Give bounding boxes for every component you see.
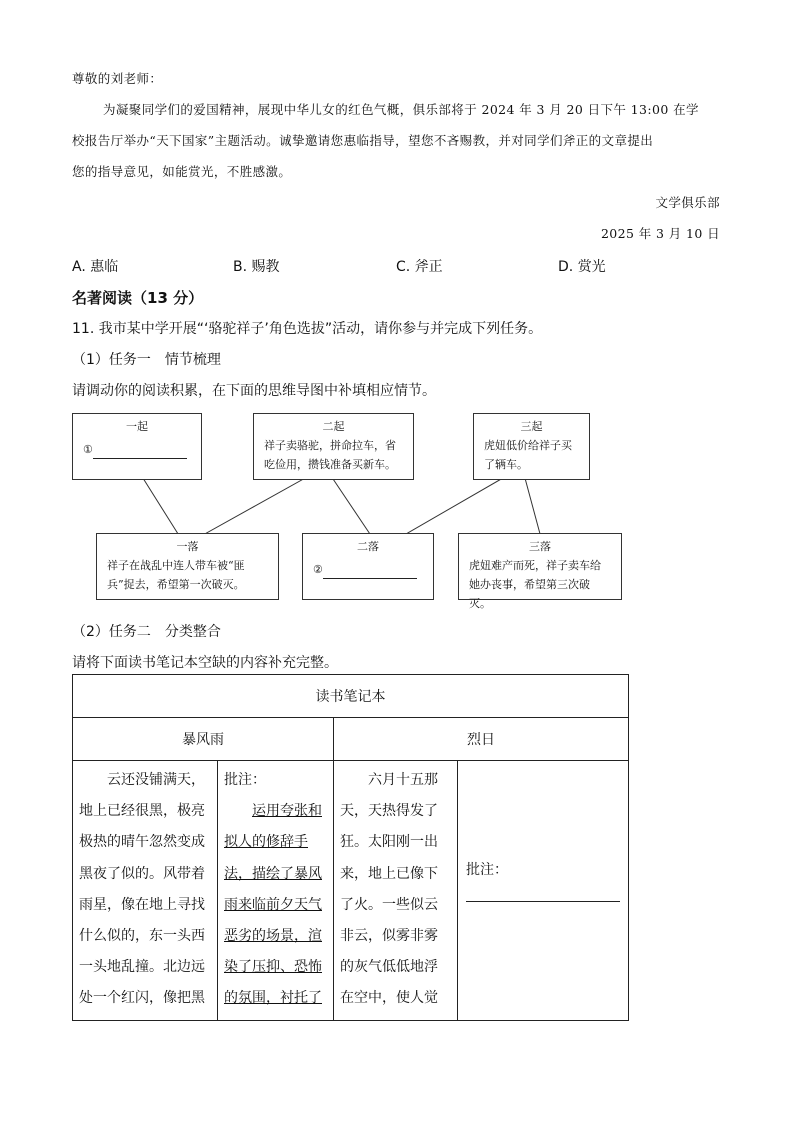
- box-text: 虎妞难产而死，祥子卖车给她办丧事，希望第三次破灭。: [469, 559, 601, 610]
- letter-line-3: 您的指导意见，如能赏光，不胜感激。: [72, 164, 292, 179]
- mindmap-box-rise-1: [72, 413, 202, 480]
- sun-excerpt: 六月十五那天，天热得发了狂。太阳刚一出来，地上已像下了火。一些似云非云，似雾非雾的灰气低低地浮在空中，使人觉: [340, 772, 438, 1007]
- sun-note-cell: [458, 761, 629, 1021]
- storm-note: 运用夸张和拟人的修辞手法，描绘了暴风雨来临前夕天气恶劣的场景，渲染了压抑、恐怖的氛围，衬托了: [224, 803, 322, 1007]
- storm-excerpt: 云还没铺满天，地上已经很黑，极亮极热的晴午忽然变成黑夜了似的。风带着雨星，像在地上寻找什么似的，东一头西一头地乱撞。北边远处一个红闪，像把黑: [79, 772, 205, 1007]
- header-sun: 烈日: [334, 718, 629, 761]
- reading-notes-table: [72, 674, 629, 1021]
- letter-salutation: 尊敬的刘老师：: [72, 71, 163, 86]
- option-text: 斧正: [414, 259, 443, 275]
- header-storm: 暴风雨: [73, 718, 334, 761]
- letter-signature: 文学俱乐部: [655, 195, 720, 210]
- letter-line-1: 为凝聚同学们的爱国精神，展现中华儿女的红色气概，俱乐部将于 2024 年 3 月 20 日下午 13:00 在学: [103, 102, 699, 117]
- sun-note-label: 批注：: [466, 862, 508, 878]
- sun-note-answer-line[interactable]: [466, 879, 620, 902]
- task2-instruction: 请将下面读书笔记本空缺的内容补充完整。: [72, 655, 338, 671]
- option-text: 赏光: [577, 259, 606, 275]
- storm-note-label: 批注：: [224, 772, 266, 788]
- letter-date: 2025 年 3 月 10 日: [600, 226, 720, 241]
- mindmap-box-fall-3: [458, 533, 622, 610]
- option-text: 惠临: [90, 259, 119, 275]
- mindmap-box-rise-3: [473, 413, 590, 480]
- section-title: 名著阅读（13 分）: [72, 289, 204, 307]
- option-letter: D.: [558, 259, 574, 275]
- task1-title: （1）任务一 情节梳理: [72, 352, 221, 368]
- box-title: 三落: [529, 540, 551, 553]
- task2-title: （2）任务二 分类整合: [72, 624, 221, 640]
- task1-instruction: 请调动你的阅读积累，在下面的思维导图中补填相应情节。: [72, 383, 436, 399]
- option-letter: C.: [396, 259, 411, 275]
- blank-marker: ②: [313, 563, 323, 576]
- box-text: 祥子在战乱中连人带车被“匪兵”捉去，希望第一次破灭。: [107, 559, 245, 591]
- mindmap-box-rise-2: [253, 413, 414, 480]
- storm-excerpt-cell: [73, 761, 218, 1021]
- box-text: 虎妞低价给祥子买了辆车。: [484, 439, 572, 471]
- answer-blank-2[interactable]: [323, 566, 417, 579]
- question-11: 11. 我市某中学开展“‘骆驼祥子’角色选拔”活动，请你参与并完成下列任务。: [72, 321, 543, 337]
- blank-marker: ①: [83, 443, 93, 456]
- table-title: 读书笔记本: [73, 675, 629, 718]
- box-title: 二起: [322, 420, 345, 433]
- box-title: 三起: [520, 420, 543, 433]
- letter-line-2: 校报告厅举办“天下国家”主题活动。诚挚邀请您惠临指导，望您不吝赐教，并对同学们斧正的文章提出: [72, 133, 654, 148]
- storm-note-cell: [218, 761, 334, 1021]
- mindmap-box-fall-2: [302, 533, 434, 600]
- option-text: 赐教: [251, 259, 280, 275]
- box-text: 祥子卖骆驼，拼命拉车，省吃俭用，攒钱准备买新车。: [264, 439, 396, 471]
- box-title: 一起: [126, 420, 148, 433]
- answer-blank-1[interactable]: [93, 446, 187, 459]
- option-letter: B.: [233, 259, 248, 275]
- box-title: 二落: [357, 540, 379, 553]
- mindmap-box-fall-1: [96, 533, 279, 600]
- box-title: 一落: [176, 540, 199, 553]
- option-letter: A.: [72, 259, 86, 275]
- sun-excerpt-cell: [334, 761, 458, 1021]
